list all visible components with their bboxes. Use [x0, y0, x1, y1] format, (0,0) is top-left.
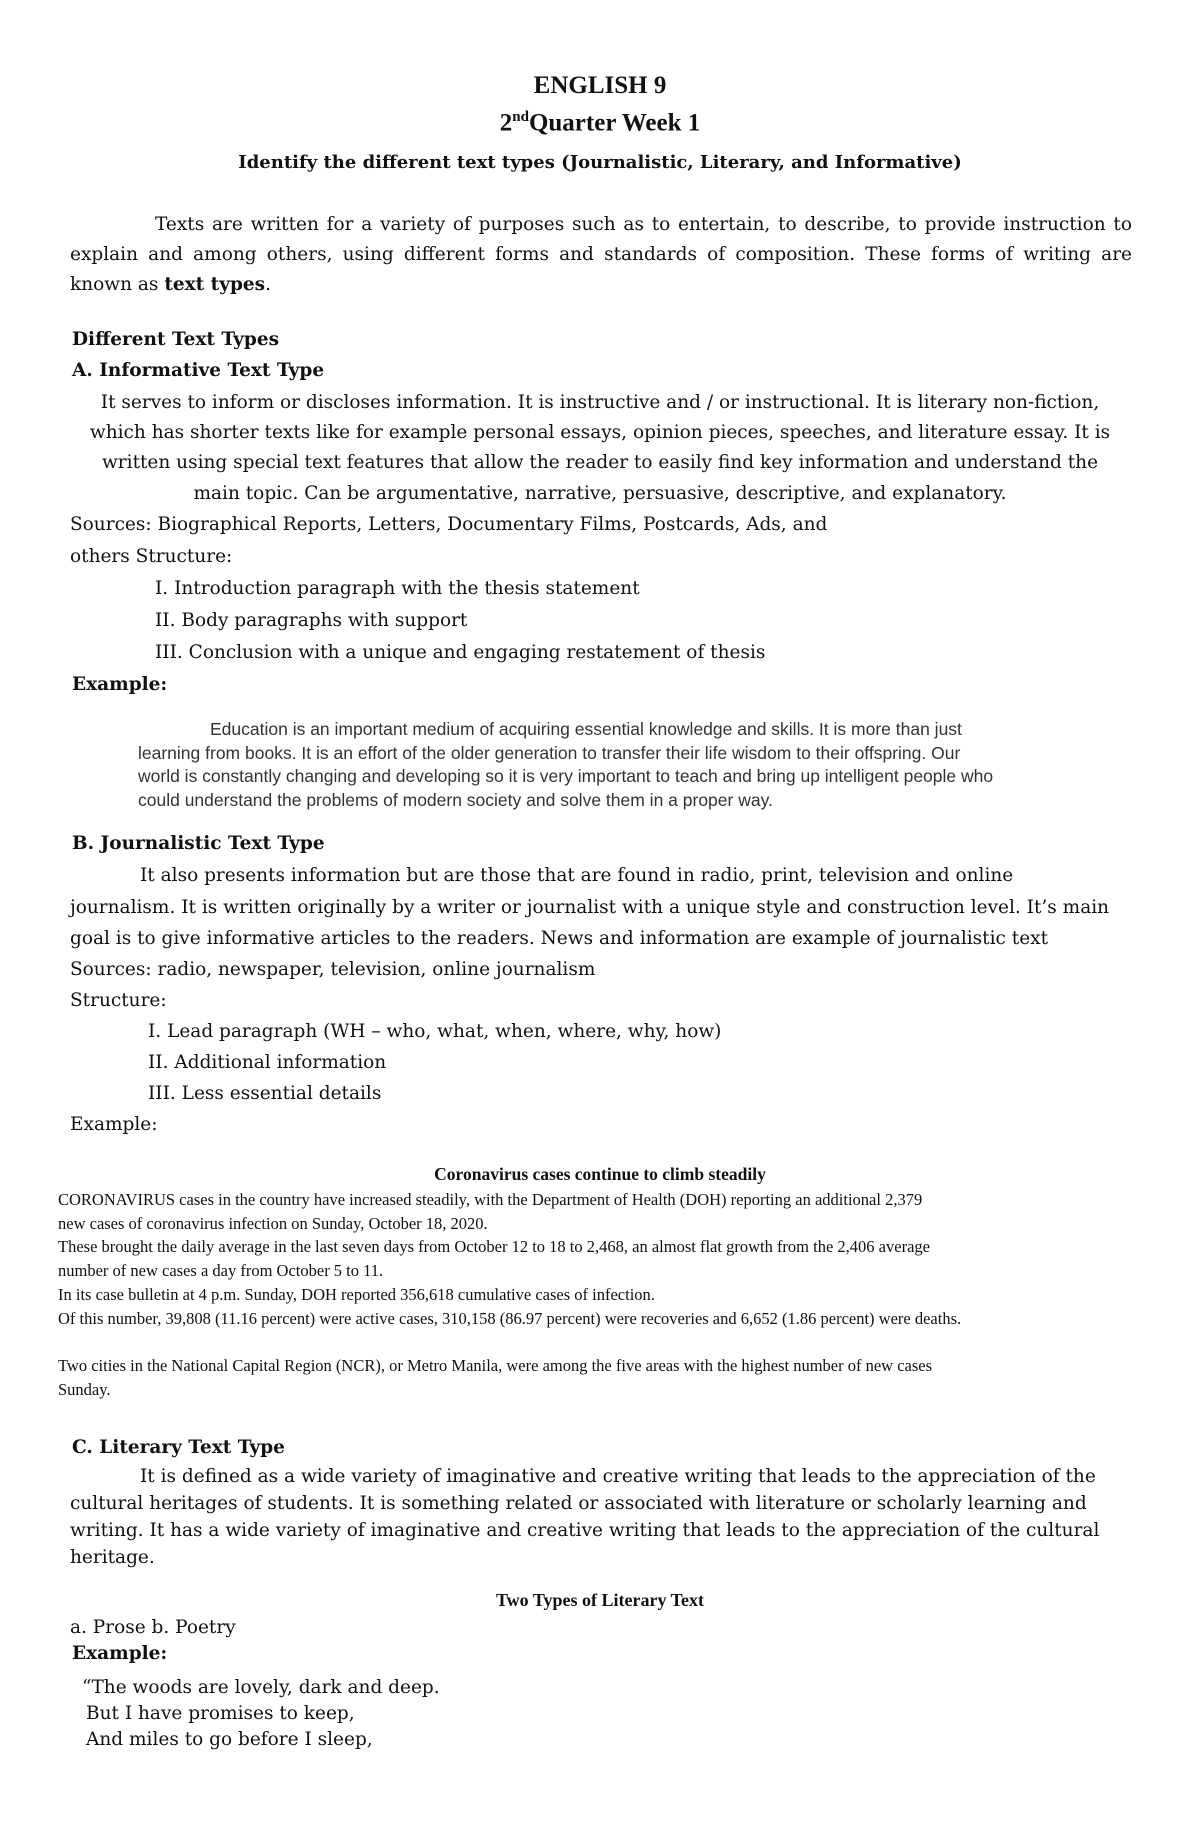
news-line-7: Two cities in the National Capital Region (NCR), or Metro Manila, were among the five areas with the highest number of new cases [58, 1356, 933, 1375]
literary-line-1: It is defined as a wide variety of imaginative and creative writing that leads to the appreciation of the [140, 1466, 1096, 1487]
poem-line-1: “The woods are lovely, dark and deep. [82, 1677, 440, 1698]
informative-sources-1: Sources: Biographical Reports, Letters, Documentary Films, Postcards, Ads, and [70, 514, 828, 535]
informative-example-line-4: could understand the problems of modern society and solve them in a proper way. [138, 790, 773, 810]
journalistic-example-label: Example: [70, 1114, 158, 1135]
news-headline: Coronavirus cases continue to climb steadily [434, 1164, 766, 1184]
subject-title: ENGLISH 9 [533, 72, 667, 99]
literary-example-label: Example: [72, 1643, 168, 1664]
informative-line-2: which has shorter texts like for example personal essays, opinion pieces, speeches, and literature essay. It is [89, 422, 1111, 443]
quarter-ordinal: nd [512, 109, 529, 125]
informative-heading: A. Informative Text Type [72, 360, 325, 381]
literary-line-2: cultural heritages of students. It is something related or associated with literature or scholarly learning and [70, 1493, 1087, 1514]
quarter-title [0, 109, 1200, 137]
informative-line-4: main topic. Can be argumentative, narrative, persuasive, descriptive, and explanatory. [193, 483, 1007, 504]
news-line-2: new cases of coronavirus infection on Sunday, October 18, 2020. [58, 1214, 488, 1233]
literary-heading: C. Literary Text Type [72, 1437, 285, 1458]
informative-structure-2: II. Body paragraphs with support [155, 610, 468, 631]
journalistic-line-2: journalism. It is written originally by a writer or journalist with a unique style and construction level. It’s main [70, 897, 1110, 918]
news-line-6: Of this number, 39,808 (11.16 percent) were active cases, 310,158 (86.97 percent) were recoveries and 6,652 (1.86 percent) were deaths. [58, 1309, 962, 1328]
informative-example-line-2: learning from books. It is an effort of the older generation to transfer their life wisdom to their offspring. Our [138, 743, 961, 763]
informative-example-label: Example: [72, 674, 168, 695]
literary-line-3: writing. It has a wide variety of imaginative and creative writing that leads to the appreciation of the cultural [70, 1520, 1100, 1541]
intro-end: . [265, 274, 271, 295]
objective-line: Identify the different text types (Journalistic, Literary, and Informative) [238, 152, 962, 173]
poem-line-3: And miles to go before I sleep, [86, 1729, 373, 1750]
journalistic-structure-label: Structure: [70, 990, 167, 1011]
literary-types-title: Two Types of Literary Text [496, 1590, 704, 1610]
informative-example-line-1: Education is an important medium of acquiring essential knowledge and skills. It is more than just [210, 719, 962, 739]
journalistic-line-1: It also presents information but are those that are found in radio, print, television and online [140, 865, 1014, 886]
section-title: Different Text Types [72, 329, 280, 350]
informative-line-3: written using special text features that allow the reader to easily find key information and understand the [101, 452, 1099, 473]
quarter-number: 2 [499, 109, 513, 137]
informative-structure-1: I. Introduction paragraph with the thesis statement [155, 578, 640, 599]
news-line-5: In its case bulletin at 4 p.m. Sunday, DOH reported 356,618 cumulative cases of infection. [58, 1285, 655, 1304]
poem-line-2: But I have promises to keep, [86, 1703, 355, 1724]
intro-bold-term: text types [164, 274, 266, 295]
journalistic-structure-2: II. Additional information [148, 1052, 387, 1073]
informative-example-line-3: world is constantly changing and developing so it is very important to teach and bring up intelligent people who [138, 766, 994, 786]
journalistic-structure-3: III. Less essential details [148, 1083, 382, 1104]
intro-paragraph [70, 210, 1132, 300]
informative-sources-2: others Structure: [70, 546, 233, 567]
literary-line-4: heritage. [70, 1547, 155, 1568]
literary-types-line: a. Prose b. Poetry [70, 1617, 236, 1638]
news-line-3: These brought the daily average in the last seven days from October 12 to 18 to 2,468, an almost flat growth from the 2,406 average [58, 1237, 930, 1256]
news-line-8: Sunday. [58, 1380, 111, 1399]
informative-structure-3: III. Conclusion with a unique and engaging restatement of thesis [155, 642, 766, 663]
informative-line-1: It serves to inform or discloses information. It is instructive and / or instructional. It is literary non-fiction, [100, 392, 1100, 413]
news-line-1: CORONAVIRUS cases in the country have increased steadily, with the Department of Health (DOH) reporting an additional 2,379 [58, 1190, 923, 1209]
journalistic-structure-1: I. Lead paragraph (WH – who, what, when, where, why, how) [148, 1021, 722, 1042]
news-line-4: number of new cases a day from October 5 to 11. [58, 1261, 384, 1280]
journalistic-heading: B. Journalistic Text Type [72, 833, 325, 854]
journalistic-line-3: goal is to give informative articles to the readers. News and information are example of journalistic text [70, 928, 1049, 949]
journalistic-sources: Sources: radio, newspaper, television, online journalism [70, 959, 596, 980]
intro-text: Texts are written for a variety of purposes such as to entertain, to describe, to provide instruction to explain and among others, using different forms and standards of composition. These forms of writing are known as [70, 214, 1132, 295]
quarter-rest: Quarter Week 1 [528, 109, 701, 137]
